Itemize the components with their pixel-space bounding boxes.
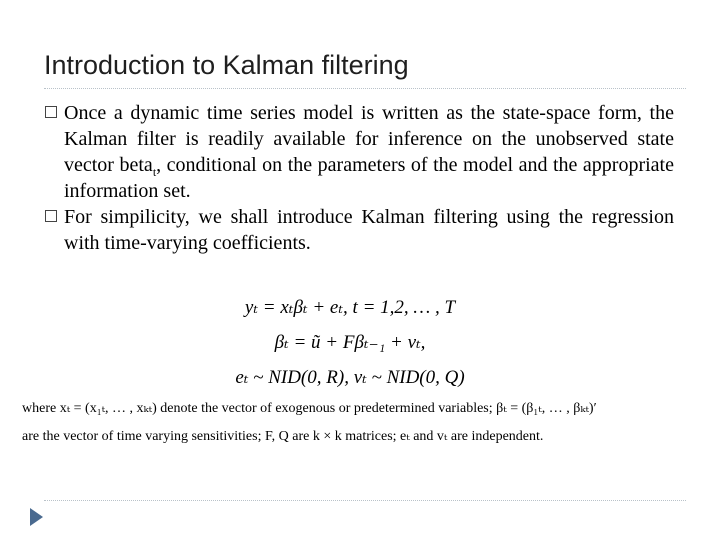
definition-note-line-1: where xₜ = (x₁ₜ, … , xₖₜ) denote the vector of exogenous or predetermined variables; βₜ = (β₁ₜ, … , βₖₜ)′ xyxy=(22,401,597,416)
bullet-text: Once a dynamic time series model is written as the state-space form, the Kalman filter is readily available for inference on the unobserved state vector beta xyxy=(64,102,674,176)
title-divider xyxy=(44,88,686,89)
bullet-subscript: t xyxy=(152,165,157,179)
definition-note-line-2: are the vector of time varying sensitivities; F, Q are k × k matrices; eₜ and vₜ are independent. xyxy=(22,429,544,444)
equation-observation: yₜ = xₜβₜ + eₜ, t = 1,2, … , T xyxy=(244,297,456,318)
bullet-box-icon xyxy=(45,106,57,118)
next-slide-arrow-icon[interactable] xyxy=(30,508,43,526)
equation-state-transition: βₜ = ũ + Fβₜ₋₁ + vₜ, xyxy=(274,332,426,353)
bullet-item xyxy=(44,100,674,204)
bullet-item xyxy=(44,204,674,256)
bullet-text-continued: , conditional on the parameters of the model and the appropriate information set. xyxy=(64,154,674,202)
bullet-text: For simpilicity, we shall introduce Kalman filtering using the regression with time-varying coefficients. xyxy=(64,206,674,254)
equation-error-distribution: eₜ ~ NID(0, R), vₜ ~ NID(0, Q) xyxy=(235,367,465,388)
footer-divider xyxy=(44,500,686,501)
slide-title: Introduction to Kalman filtering xyxy=(44,50,409,80)
bullet-list xyxy=(44,100,674,256)
bullet-box-icon xyxy=(45,210,57,222)
